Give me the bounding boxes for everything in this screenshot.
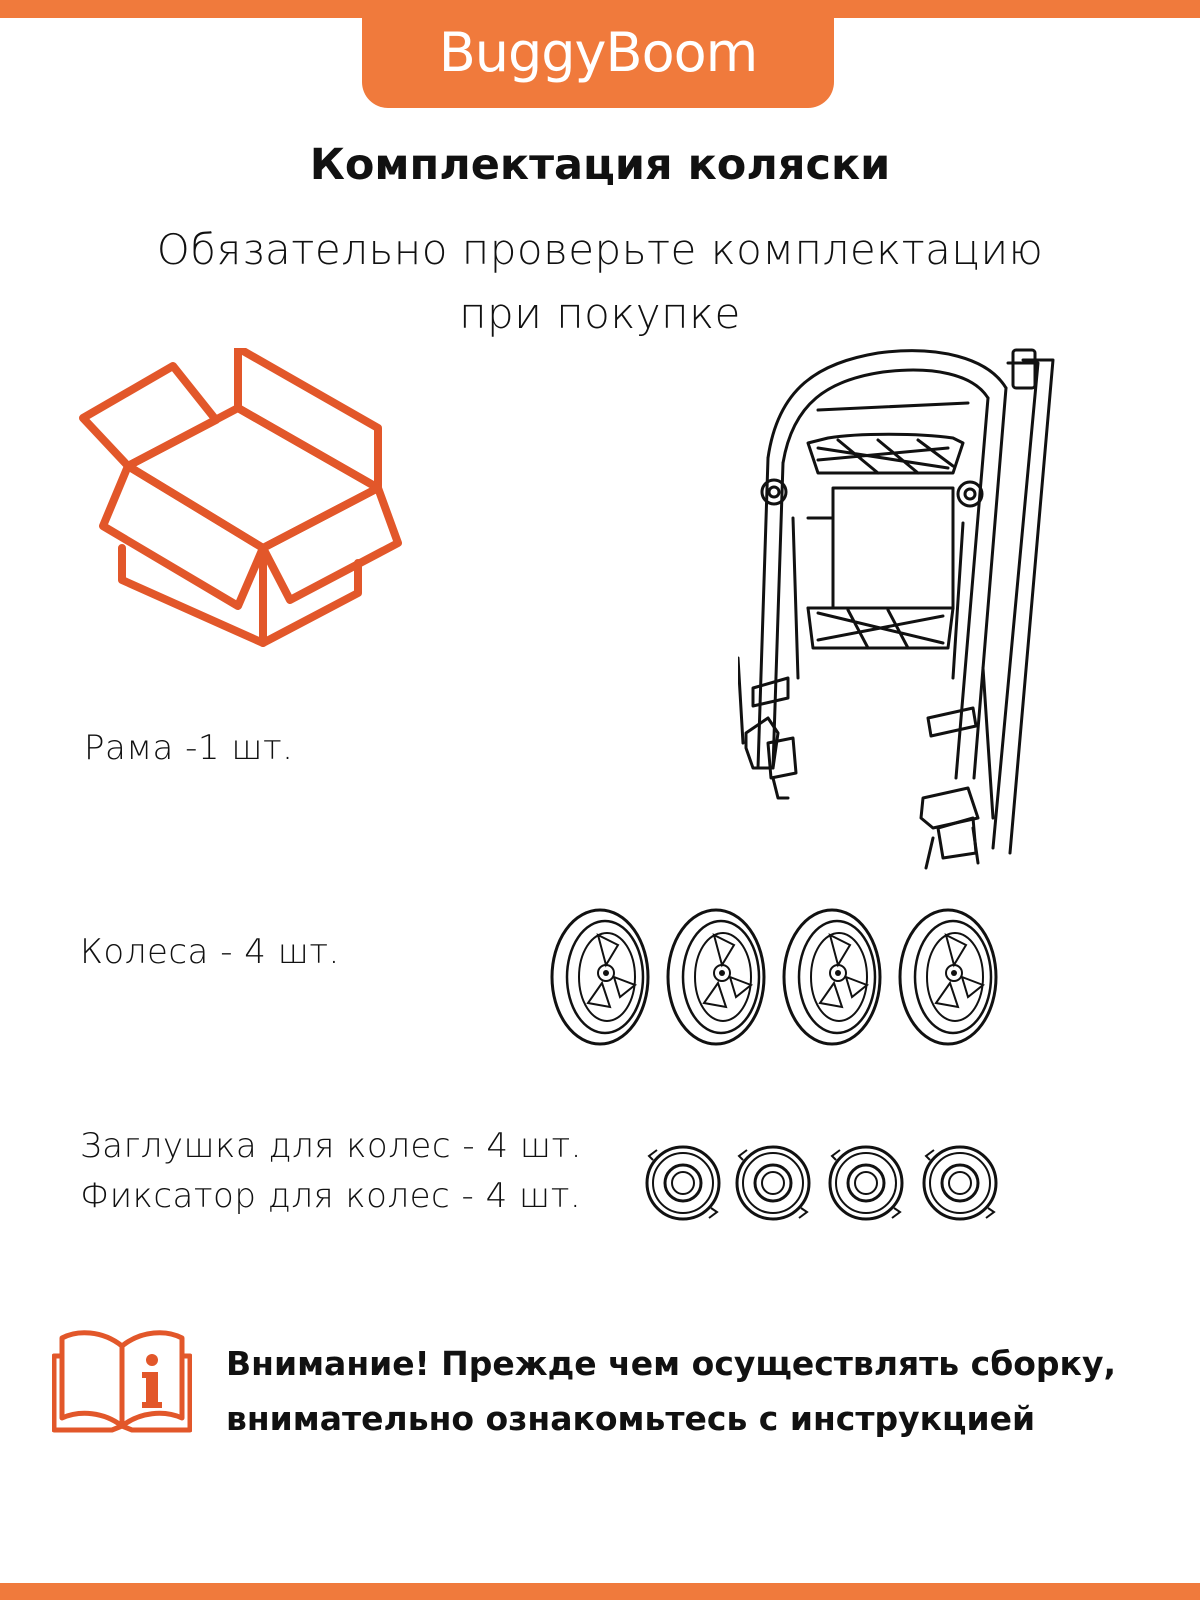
subtitle-line-2: при покупке xyxy=(459,289,741,338)
warning-line-2: внимательно ознакомьтесь с инструкцией xyxy=(226,1399,1036,1438)
subtitle-line-1: Обязательно проверьте комплектацию xyxy=(156,225,1044,274)
wheel-3 xyxy=(784,910,880,1044)
warning-line-1: Внимание! Прежде чем осуществлять сборку, xyxy=(226,1344,1117,1383)
bottom-accent-bar xyxy=(0,1583,1200,1600)
wheel-1 xyxy=(552,910,648,1044)
wheels-illustration xyxy=(550,905,1020,1055)
open-box-icon xyxy=(78,348,418,668)
brand-name: BuggyBoom xyxy=(438,20,758,84)
assembly-warning xyxy=(226,1336,1176,1446)
page-title: Комплектация коляски xyxy=(309,140,891,190)
item-wheels-label: Колеса - 4 шт. xyxy=(80,932,340,972)
page-subtitle xyxy=(0,218,1200,346)
item-frame-label: Рама -1 шт. xyxy=(84,728,294,768)
wheel-2 xyxy=(668,910,764,1044)
wheel-cap-2 xyxy=(737,1147,809,1219)
wheel-caps-illustration xyxy=(645,1140,1025,1230)
wheel-cap-4 xyxy=(924,1147,996,1219)
brand-logo-tab xyxy=(362,0,834,108)
wheel-cap-1 xyxy=(647,1147,719,1219)
stroller-frame-illustration xyxy=(738,348,1068,888)
wheel-cap-3 xyxy=(830,1147,902,1219)
item-wheel-caps-label: Заглушка для колес - 4 шт. xyxy=(80,1126,582,1166)
info-book-icon xyxy=(52,1326,192,1436)
wheel-4 xyxy=(900,910,996,1044)
item-wheel-locks-label: Фиксатор для колес - 4 шт. xyxy=(80,1176,582,1216)
